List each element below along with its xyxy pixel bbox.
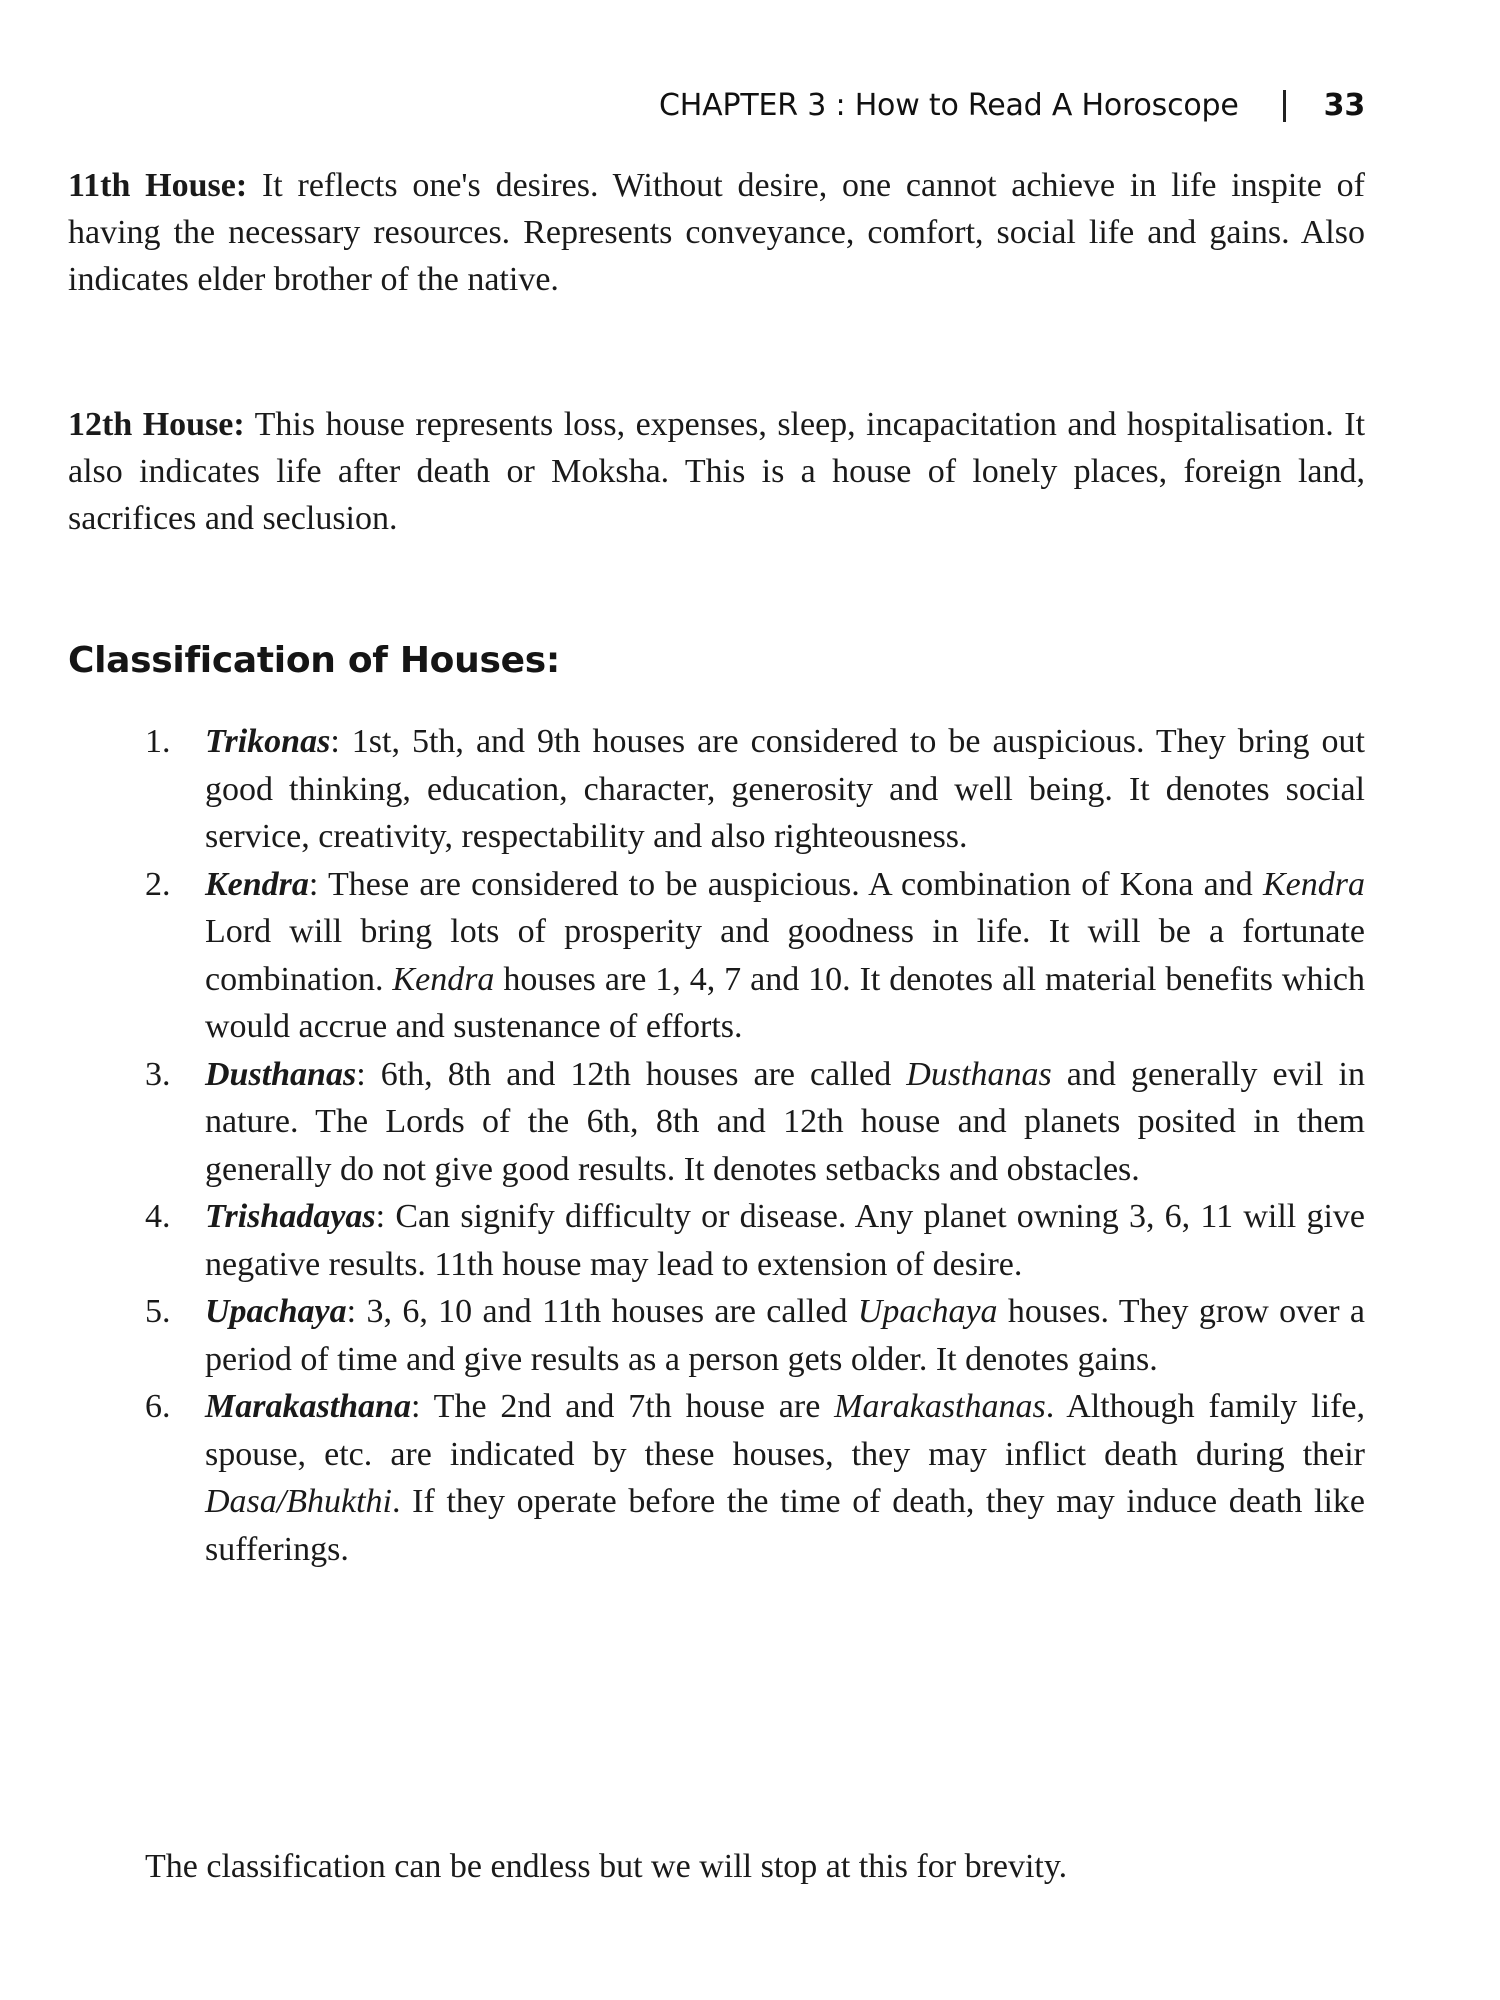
- list-item: [145, 1051, 1365, 1194]
- chapter-title: CHAPTER 3 : How to Read A Horoscope: [659, 88, 1239, 123]
- list-item: [145, 861, 1365, 1051]
- italic-term: Dasa/Bhukthi: [205, 1483, 392, 1520]
- list-item-term: Trishadayas: [205, 1198, 376, 1235]
- list-item-text: . If they operate before the time of death, they may induce death like sufferings.: [205, 1483, 1365, 1568]
- classification-list: [145, 718, 1365, 1573]
- section-heading: Classification of Houses:: [68, 640, 560, 681]
- list-item-number: 6.: [145, 1388, 171, 1425]
- term-colon: :: [356, 1055, 366, 1093]
- list-item-number: 4.: [145, 1198, 171, 1235]
- list-item: [145, 1193, 1365, 1288]
- list-item-text: 1st, 5th, and 9th houses are considered to be auspicious. They bring out good thinking, education, character, generosity and well being. It denotes social service, creativity, respectability and also righteousness.: [205, 723, 1365, 855]
- paragraph-11th-house: [68, 162, 1365, 303]
- list-item: [145, 1383, 1365, 1573]
- italic-term: Kendra: [1263, 865, 1365, 903]
- list-item-term: Kendra: [205, 865, 309, 903]
- list-item-term: Dusthanas: [205, 1055, 357, 1093]
- house-description: This house represents loss, expenses, sleep, incapacitation and hospitalisation. It also indicates life after death or Moksha. This is a house of lonely places, foreign land, sacrifices and seclusion.: [68, 406, 1366, 537]
- list-item: [145, 718, 1365, 861]
- italic-term: Kendra: [392, 960, 495, 998]
- header-separator: [1283, 90, 1286, 122]
- list-item-term: Upachaya: [205, 1293, 347, 1330]
- running-header: [659, 88, 1365, 123]
- list-item-text: These are considered to be auspicious. A combination of Kona and: [318, 865, 1263, 903]
- italic-term: Upachaya: [857, 1293, 998, 1330]
- page-number: 33: [1323, 88, 1365, 123]
- list-item-term: Marakasthana: [205, 1388, 411, 1425]
- list-item-number: 3.: [145, 1055, 171, 1093]
- house-label: 12th House:: [68, 406, 245, 443]
- list-item-text: The 2nd and 7th house are: [420, 1388, 835, 1425]
- italic-term: Marakasthanas: [834, 1388, 1046, 1425]
- term-colon: :: [375, 1198, 386, 1235]
- list-item-term: Trikonas: [205, 723, 331, 760]
- list-item-number: 5.: [145, 1293, 171, 1330]
- list-item: [145, 1288, 1365, 1383]
- term-colon: :: [346, 1293, 357, 1330]
- paragraph-12th-house: [68, 401, 1365, 542]
- list-item-text: Lord will bring lots of prosperity and goodness in life. It will be a fortunate combination.: [205, 913, 1365, 998]
- list-item-text: and generally evil in nature. The Lords of the 6th, 8th and 12th house and planets posited in them generally do not give good results. It denotes setbacks and obstacles.: [205, 1055, 1365, 1188]
- list-item-text: houses are 1, 4, 7 and 10. It denotes all material benefits which would accrue and sustenance of efforts.: [205, 960, 1366, 1045]
- italic-term: Dusthanas: [906, 1055, 1052, 1093]
- list-item-text: 6th, 8th and 12th houses are called: [365, 1055, 907, 1093]
- list-item-text: Can signify difficulty or disease. Any planet owning 3, 6, 11 will give negative results. 11th house may lead to extension of desire.: [205, 1198, 1365, 1283]
- term-colon: :: [308, 865, 319, 903]
- term-colon: :: [410, 1388, 421, 1425]
- list-item-text: 3, 6, 10 and 11th houses are called: [356, 1293, 858, 1330]
- list-item-number: 2.: [145, 865, 171, 903]
- closing-sentence: The classification can be endless but we will stop at this for brevity.: [145, 1848, 1068, 1885]
- term-colon: :: [330, 723, 340, 760]
- list-item-number: 1.: [145, 723, 171, 760]
- list-item-text: houses. They grow over a period of time and give results as a person gets older. It denotes gains.: [205, 1293, 1365, 1378]
- house-description: It reflects one's desires. Without desire, one cannot achieve in life inspite of having the necessary resources. Represents conveyance, comfort, social life and gains. Also indicates elder brother of the native.: [68, 167, 1366, 298]
- house-label: 11th House:: [68, 167, 248, 204]
- list-item-text: . Although family life, spouse, etc. are indicated by these houses, they may inflict death during their: [205, 1388, 1365, 1473]
